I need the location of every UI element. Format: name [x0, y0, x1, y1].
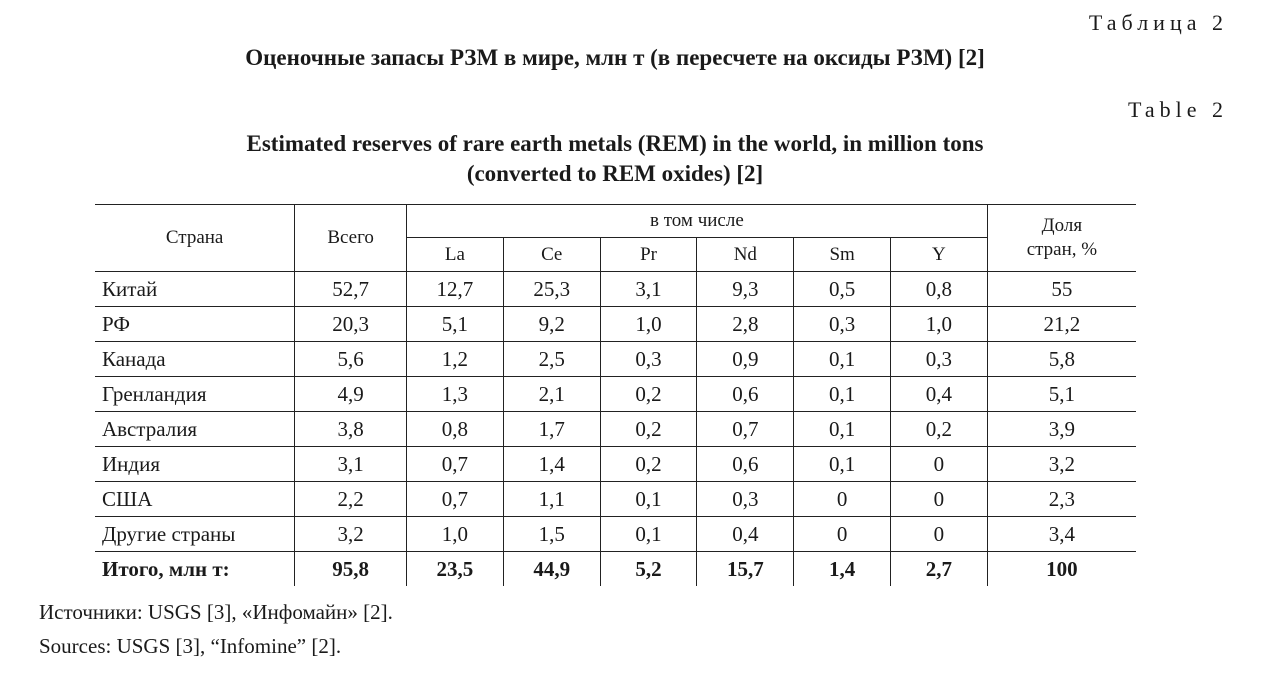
cell-share: 5,8: [987, 342, 1136, 377]
table-title-ru: Оценочные запасы РЗМ в мире, млн т (в пересчете на оксиды РЗМ) [2]: [245, 45, 985, 70]
cell-element-value: 0,3: [697, 482, 794, 517]
cell-element-value: 23,5: [407, 552, 504, 587]
cell-element-value: 0,3: [600, 342, 697, 377]
table-row: [95, 377, 1136, 412]
header-element: Sm: [794, 238, 891, 272]
cell-element-value: 0: [794, 482, 891, 517]
cell-total: 20,3: [295, 307, 407, 342]
header-share-line2: стран, %: [1026, 239, 1098, 260]
cell-element-value: 2,8: [697, 307, 794, 342]
cell-element-value: 0,6: [697, 377, 794, 412]
cell-element-value: 0,1: [794, 412, 891, 447]
cell-element-value: 0,7: [407, 447, 504, 482]
cell-element-value: 0,9: [697, 342, 794, 377]
cell-element-value: 9,2: [503, 307, 600, 342]
cell-country: Гренландия: [95, 377, 295, 412]
cell-element-value: 0,2: [600, 377, 697, 412]
cell-total: 5,6: [295, 342, 407, 377]
sources-en: Sources: USGS [3], “Infomine” [2].: [39, 634, 342, 658]
table-title-en-line2: (converted to REM oxides) [2]: [466, 161, 764, 186]
cell-element-value: 3,1: [600, 272, 697, 307]
cell-element-value: 1,0: [407, 517, 504, 552]
table-body: [95, 272, 1136, 587]
cell-element-value: 0: [794, 517, 891, 552]
sources-ru: Источники: USGS [3], «Инфомайн» [2].: [39, 600, 393, 624]
cell-total: 95,8: [295, 552, 407, 587]
cell-element-value: 0,8: [407, 412, 504, 447]
table-row: [95, 482, 1136, 517]
cell-total: 3,8: [295, 412, 407, 447]
table-row: [95, 447, 1136, 482]
cell-element-value: 9,3: [697, 272, 794, 307]
cell-element-value: 5,1: [407, 307, 504, 342]
cell-element-value: 0,1: [794, 447, 891, 482]
header-total: Всего: [295, 205, 407, 272]
cell-country: РФ: [95, 307, 295, 342]
cell-element-value: 1,1: [503, 482, 600, 517]
cell-element-value: 25,3: [503, 272, 600, 307]
cell-total: 3,2: [295, 517, 407, 552]
cell-country: Китай: [95, 272, 295, 307]
cell-share: 3,2: [987, 447, 1136, 482]
cell-element-value: 0,1: [600, 517, 697, 552]
cell-element-value: 0,7: [697, 412, 794, 447]
cell-element-value: 1,2: [407, 342, 504, 377]
cell-total: 2,2: [295, 482, 407, 517]
table-row: [95, 412, 1136, 447]
cell-share: 3,9: [987, 412, 1136, 447]
table-number-en: Table 2: [1127, 97, 1228, 122]
cell-share: 2,3: [987, 482, 1136, 517]
cell-element-value: 5,2: [600, 552, 697, 587]
cell-total: 52,7: [295, 272, 407, 307]
cell-share: 100: [987, 552, 1136, 587]
cell-element-value: 0,3: [794, 307, 891, 342]
cell-element-value: 2,5: [503, 342, 600, 377]
cell-element-value: 0,6: [697, 447, 794, 482]
cell-element-value: 0: [891, 447, 988, 482]
table-total-row: [95, 552, 1136, 587]
cell-element-value: 1,3: [407, 377, 504, 412]
cell-element-value: 1,7: [503, 412, 600, 447]
cell-country: Канада: [95, 342, 295, 377]
cell-total: 4,9: [295, 377, 407, 412]
header-element: La: [407, 238, 504, 272]
cell-share: 21,2: [987, 307, 1136, 342]
cell-element-value: 0,3: [891, 342, 988, 377]
header-element: Y: [891, 238, 988, 272]
cell-element-value: 2,1: [503, 377, 600, 412]
cell-element-value: 0,7: [407, 482, 504, 517]
cell-element-value: 0,4: [891, 377, 988, 412]
table-row: [95, 342, 1136, 377]
header-element: Pr: [600, 238, 697, 272]
cell-element-value: 1,0: [891, 307, 988, 342]
reserves-table: [95, 204, 1136, 586]
cell-element-value: 0,2: [600, 447, 697, 482]
header-row-top: [95, 205, 1136, 238]
cell-element-value: 0,2: [891, 412, 988, 447]
cell-element-value: 1,4: [503, 447, 600, 482]
header-including: в том числе: [407, 205, 988, 238]
header-share: [987, 205, 1136, 272]
cell-share: 3,4: [987, 517, 1136, 552]
cell-element-value: 15,7: [697, 552, 794, 587]
cell-country: США: [95, 482, 295, 517]
table-row: [95, 307, 1136, 342]
cell-element-value: 0: [891, 517, 988, 552]
header-share-line1: Доля: [1041, 215, 1083, 236]
table-title-en: [0, 129, 1230, 189]
cell-element-value: 0,5: [794, 272, 891, 307]
cell-element-value: 0,8: [891, 272, 988, 307]
cell-element-value: 0,1: [600, 482, 697, 517]
cell-element-value: 0,1: [794, 342, 891, 377]
table-row: [95, 272, 1136, 307]
cell-country: Индия: [95, 447, 295, 482]
cell-element-value: 12,7: [407, 272, 504, 307]
cell-element-value: 0: [891, 482, 988, 517]
cell-element-value: 1,4: [794, 552, 891, 587]
table-number-ru: Таблица 2: [1088, 10, 1228, 35]
cell-country: Австралия: [95, 412, 295, 447]
cell-element-value: 2,7: [891, 552, 988, 587]
header-element: Ce: [503, 238, 600, 272]
cell-total: 3,1: [295, 447, 407, 482]
cell-share: 5,1: [987, 377, 1136, 412]
cell-country: Другие страны: [95, 517, 295, 552]
table-row: [95, 517, 1136, 552]
cell-share: 55: [987, 272, 1136, 307]
header-element: Nd: [697, 238, 794, 272]
cell-element-value: 44,9: [503, 552, 600, 587]
cell-country: Итого, млн т:: [95, 552, 295, 587]
table-title-en-line1: Estimated reserves of rare earth metals (REM) in the world, in million tons: [246, 131, 984, 156]
cell-element-value: 1,5: [503, 517, 600, 552]
cell-element-value: 0,2: [600, 412, 697, 447]
cell-element-value: 1,0: [600, 307, 697, 342]
cell-element-value: 0,1: [794, 377, 891, 412]
cell-element-value: 0,4: [697, 517, 794, 552]
header-country: Страна: [95, 205, 295, 272]
